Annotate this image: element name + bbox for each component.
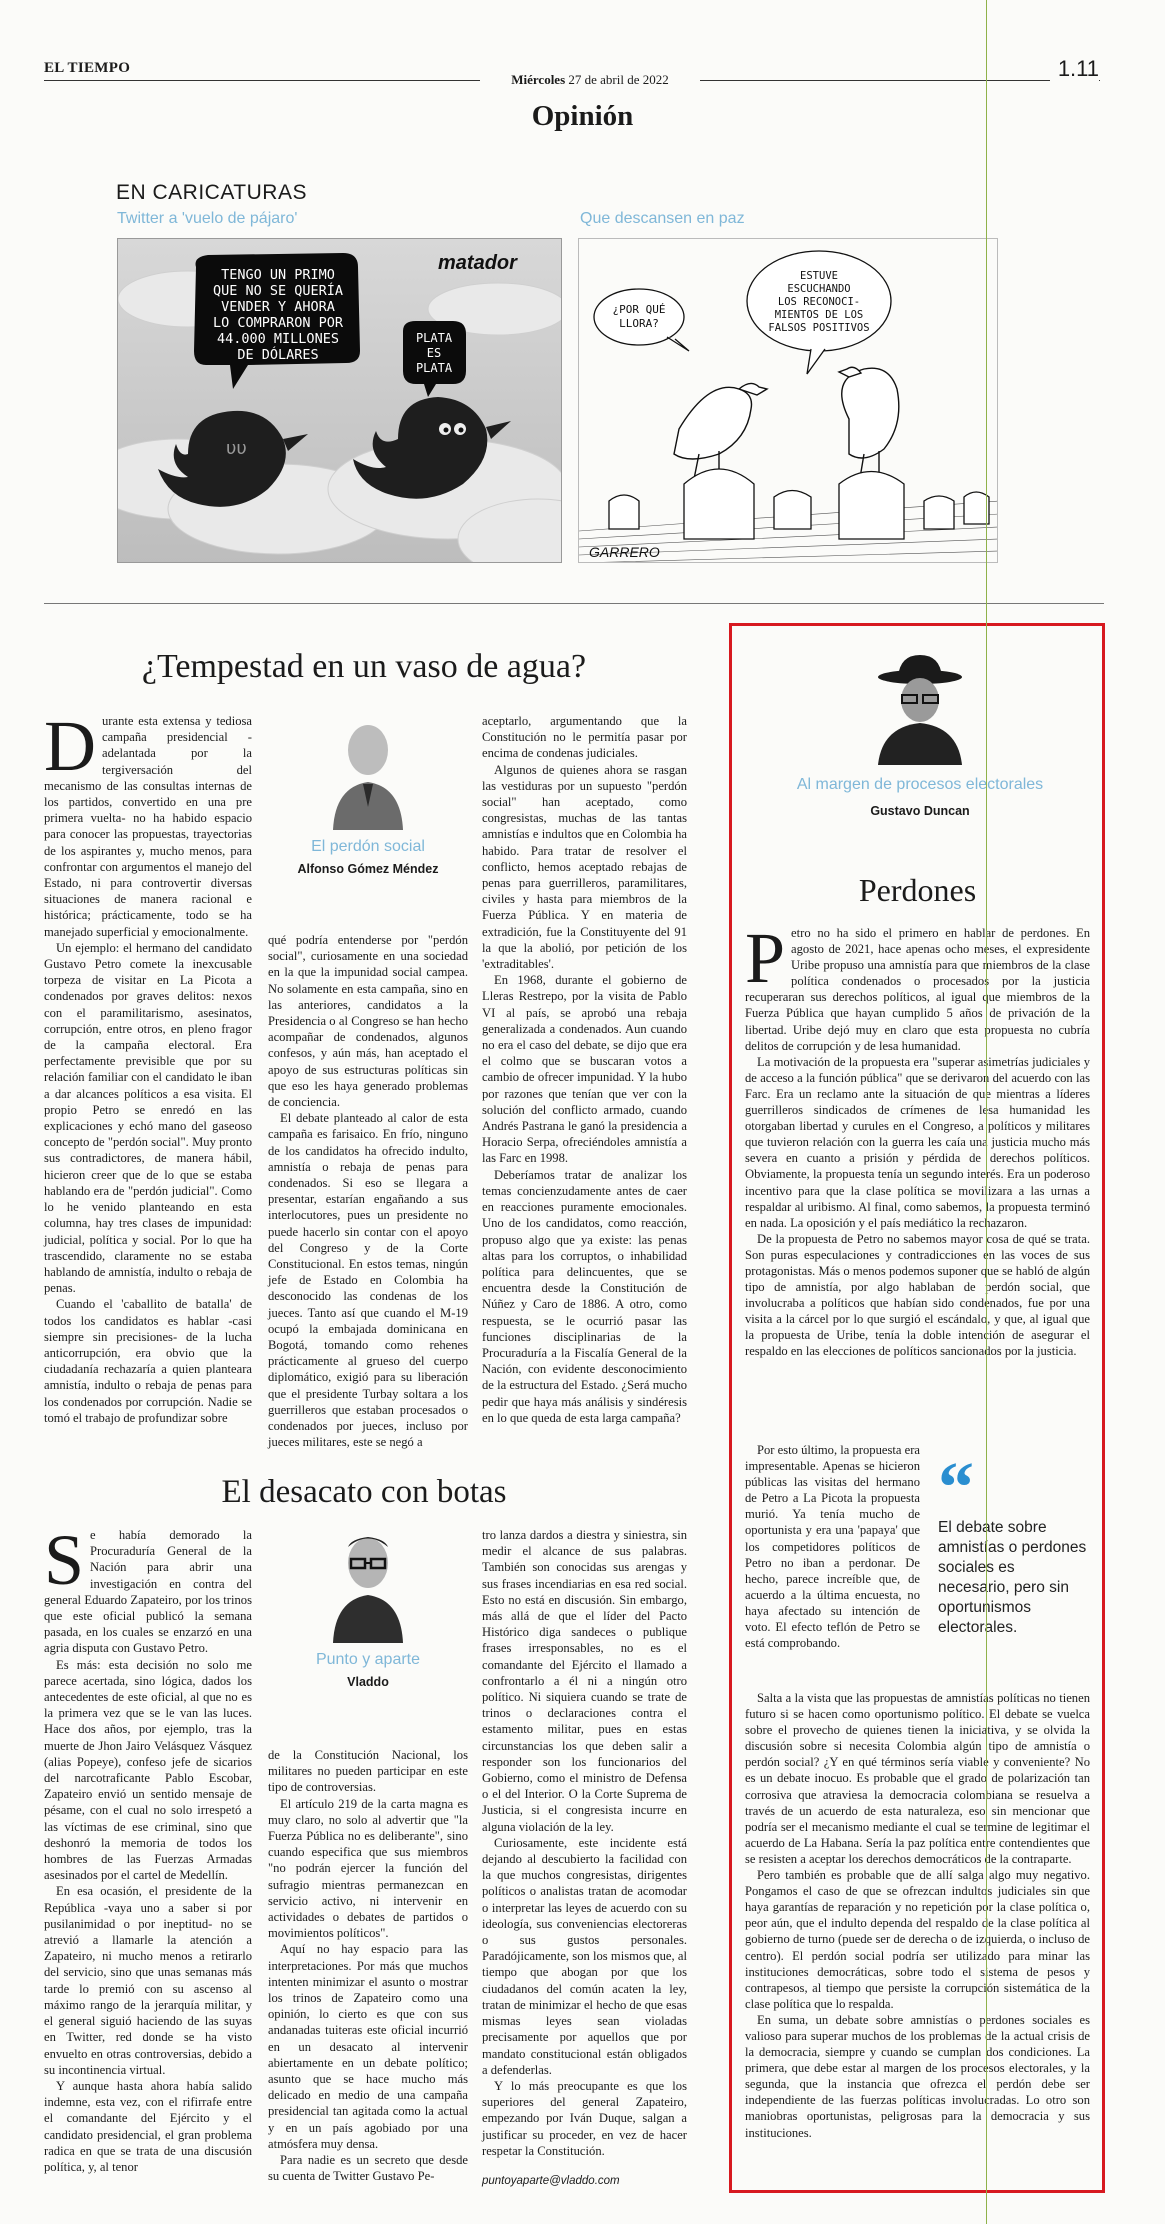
article-3-paragraph: Pero también es probable que de allí salga algo muy negativo. Pongamos el caso de que se ofrezcan indultos judiciales sin que haya garantías de reparación y no repetición por la clase política o, peor aún, que el indulto dependa del respaldo de la clase política al gobierno de turno (puede ser de derecha o de izquierda, o incluso de centro). El perdón social podría ser utilizado para minar las instituciones democráticas, sobre todo el sistema de pesos y contrapesos, al tiempo que persiste la corrupción sistemática de la clase política que lo respalda. [745,1868,1090,2011]
cartoonist-signature-matador: matador [438,252,517,274]
article-2-paragraph: Aquí no hay espacio para las interpretaciones. Por más que muchos intenten minimizar el asunto o mostrar los trinos de Zapateiro como una opinión, lo cierto es que con sus andanadas tuiteras este oficial incurrió en un desacato al intervenir abiertamente en un debate político; asunto que se hace mucho más delicado en medio de una campaña presidencial tan agitada como la actual y en un país agobiado por una atmósfera muy densa. [268,1942,468,2151]
article-2-column-3 [482,1527,687,2189]
section-divider [44,603,1104,604]
article-3-paragraph: Por esto último, la propuesta era impresentable. Apenas se hicieron públicas las visitas del hermano de Petro a La Picota la propuesta murió. Ya tenía mucho de oportunista y era una 'papaya' que los competidores políticos de Petro no iban a perdonar. De hecho, parece increíble que, de acuerdo a la última encuesta, no haya afectado su intención de voto. El efecto teflón de Petro se está comprobando. [745,1443,920,1651]
article-1-paragraph: Un ejemplo: el hermano del candidato Gustavo Petro comete la inexcusable torpeza de visitar en La Picota a condenados por graves delitos: nexos con el paramilitarismo, asesinatos, corrupción, entre otros, en pleno fragor de la campaña electoral. Era perfectamente previsible que por su relación familiar con el candidato le iban a dar alcances políticos a esa visita. El propio Petro se enredó en las explicaciones y echó mano del gaseoso concepto de "perdón social". Muy pronto sus contradictores, de manera hábil, hicieron creer que de lo que se estaba hablando era de "perdón judicial". Como lo he venido planteando en esta columna, hay tres clases de impunidad: judicial, política y social. Por lo que ha trascendido, claramente no se estaba hablando de amnistía, indulto o rebaja de penas. [44,940,252,1296]
cartoonist-signature-garrero: GARRERO [589,544,660,560]
article-1-paragraph: En 1968, durante el gobierno de Lleras Restrepo, por la visita de Pablo VI al país, se aprobó una rebaja generalizada a condenados. Aun cuando no era el caso del debate, se dijo que era el colmo que se buscaran votos a cambio de ofrecer impunidad. Y la hubo por razones que tenían que ver con la solución del conflicto armado, cuando Andrés Pastrana le ganó la presidencia a Horacio Serpa, ofreciéndoles amnistía a las Farc en 1998. [482,973,687,1166]
section-title: Opinión [531,100,634,132]
author-portrait-gomez [323,712,413,830]
article-1-column-3 [482,713,687,1426]
bubble-right-2-line-2: ESCUCHANDO [787,283,851,295]
author-email-link[interactable]: puntoyaparte@vladdo.com [482,2174,620,2187]
cartoon-right-subtitle: Que descansen en paz [580,210,745,227]
article-2-paragraph: e había demorado la Procuraduría General de la Nación para abrir una investigación en contra del general Eduardo Zapateiro, por los trinos que este oficial publicó la semana pasada, en los cuales se enzarzó en una agria disputa con Gustavo Petro. [44,1528,252,1656]
bubble-right-2-line-3: LOS RECONOCI- [777,296,861,308]
bubble-left-1-line-4: LO COMPRARON POR [212,315,344,331]
article-1-column-name: El perdón social [311,838,425,855]
article-2-author: Vladdo [347,1675,389,1689]
author-portrait-vladdo [323,1525,413,1643]
article-2-headline: El desacato con botas [221,1474,507,1510]
article-3-headline: Perdones [858,872,977,908]
bubble-right-1-line-2: LLORA? [619,317,659,330]
bubble-right-2-line-1: ESTUVE [800,270,838,282]
article-1-author: Alfonso Gómez Méndez [297,862,439,876]
bubble-right-1-line-1: ¿POR QUÉ [612,303,666,316]
issue-date [480,72,700,88]
article-1-dropcap: D [44,706,96,786]
article-1-column-2 [268,932,468,1451]
bubble-left-1-line-3: VENDER Y AHORA [221,299,335,315]
cartoon-right [578,238,998,563]
article-1-byline [268,712,468,876]
article-2-paragraph: de la Constitución Nacional, los militares no pueden participar en este tipo de controversias. [268,1748,468,1795]
article-1-paragraph: qué podría entenderse por "perdón social", curiosamente en una sociedad en la que la impunidad social campea. No solamente en esta campaña, sino en las anteriores, candidatos a la Presidencia o al Congreso se han hecho acompañar de condenados, algunos confesos, y aún más, han aceptado el apoyo de sus estructuras políticas sin que eso les haya generado problemas de conciencia. [268,933,468,1110]
issue-weekday: Miércoles [511,72,566,87]
pull-quote [938,1447,1088,1638]
cartoon-left [117,238,562,563]
article-3-main-column [745,918,1090,1360]
bubble-left-1-line-5: 44.000 MILLONES [217,331,339,347]
article-1-paragraph: urante esta extensa y tediosa campaña presidencial -adelantada por la tergiversación del mecanismo de las consultas internas de los partidos, convertido en una pre primera vuelta- no ha habido espacio para conocer las propuestas, trayectorias de los aspirantes y, mucho menos, para confrontar con argumentos el manejo del Estado, ni para controvertir diversas situaciones de manera racional e histórica; prácticamente, todo se ha manejado superficial y emocionalmente. [44,714,252,939]
article-3-column-name: Al margen de procesos electorales [796,776,1044,793]
article-3-author: Gustavo Duncan [870,804,970,818]
bubble-right-2-line-5: FALSOS POSITIVOS [768,322,870,334]
author-portrait-duncan [870,655,970,765]
article-1-paragraph: Algunos de quienes ahora se rasgan las vestiduras por un supuesto "perdón social" han aceptado, como congresistas, muchas de las tantas amnistías e indultos que en Colombia ha habido. Para tratar de resolver el conflicto, hemos aceptado rebajas de penas para guerrilleros, paramilitares, civiles y hasta para miembros de la Fuerza Pública. Y en materia de extradición, fue la Constituyente del 91 la que la abolió, por petición de los 'extraditables'. [482,762,687,972]
bubble-left-1-line-6: DE DÓLARES [237,347,319,363]
pull-quote-text: El debate sobre amnistías o perdones sociales es necesario, pero sin oportunismos electorales. [938,1519,1087,1636]
article-1-paragraph: Deberíamos tratar de analizar los temas concienzudamente antes de caer en reacciones puramente emocionales. Uno de los candidatos, como reacción, propuso algo que ya existe: las penas altas para los corruptos, o inhabilidad política para delincuentes, que se encuentra desde la Constitución de Núñez y Caro de 1886. A otro, como respuesta, se le ocurrió pasar las funciones disciplinarias de la Procuraduría a la Fiscalía General de la Nación, con evidente desconocimiento de la estructura del Estado. ¿Será mucho pedir que haya más análisis y sindéresis en lo que queda de esta larga campaña? [482,1167,687,1425]
article-1-column-1 [44,706,252,1426]
cartoons-title: EN CARICATURAS [116,181,307,204]
article-2-paragraph: Curiosamente, este incidente está dejando al descubierto la facilidad con la que muchos congresistas, dirigentes políticos o analistas tratan de acomodar o interpretar las leyes de acuerdo con su ideología, sus conveniencias electoreras o sus gustos personales. Paradójicamente, son los mismos que, al tiempo que abogan por que los ciudadanos del común acaten la ley, tratan de minimizar el hecho de que esas mismas leyes sean violadas precisamente por aquellos que por mandato constitucional están obligados a defenderlas. [482,1835,687,2077]
article-2-paragraph: tro lanza dardos a diestra y siniestra, sin medir el alcance de sus palabras. También son conocidas sus arengas y sus frases incendiarias en esa red social. Esto no está en discusión. Sin embargo, más allá de que el líder del Pacto Histórico diga sandeces o publique frases irresponsables, no es el comandante del Ejército el llamado a confrontarlo a él ni a ningún otro político. Ni siquiera cuando se trate de trinos o declaraciones contra el estamento militar, pues en estas circunstancias los que deben salir a responder son los funcionarios del Gobierno, como el ministro de Defensa o el del Interior. O la Corte Suprema de Justicia, si el congresista incurre en alguna violación de la ley. [482,1528,687,1834]
article-3-paragraph: De la propuesta de Petro no sabemos mayor cosa de qué se trata. Son puras especulaciones y contradicciones en las voces de sus protagonistas. Más o menos podemos suponer que se habló de algún tipo de amnistía, por algo hablaban de perdón social, que involucraba a políticos que habían sido condenados, fue por una visita a la cárcel por lo que surgió el escándalo, y que, al igual que la propuesta de Uribe, tenía la doble intención de asegurar el respaldo en las elecciones de políticos sancionados por la justicia. [745,1231,1090,1359]
article-3-narrow-column [745,1442,920,1651]
article-3-paragraph: En suma, un debate sobre amnistías o perdones sociales es valioso para superar muchos de los problemas de la actual crisis de la democracia, siempre y cuando se cumplan dos condiciones. La primera, que debe estar al margen de los procesos electorales, y la segunda, que la instancia que ofrezca el perdón debe ser independiente de las fuerzas políticas involucradas. Lo otro son maniobras oportunistas, peligrosas para la democracia y sus instituciones. [745,2012,1090,2140]
issue-date-text: 27 de abril de 2022 [568,72,669,87]
article-3-tail-column [745,1690,1090,2141]
article-2-column-2 [268,1747,468,2184]
article-2-dropcap: S [44,1520,85,1600]
bubble-left-2-line-3: PLATA [415,361,453,375]
newspaper-logo: EL TIEMPO [44,60,131,76]
bubble-left-2-line-2: ES [426,346,442,360]
article-3-paragraph: Salta a la vista que las propuestas de amnistías políticas no tienen futuro si se hacen como oportunismo político. El debate se vuelca sobre el provecho de quienes tienen la iniciativa, y se olvida la discusión sobre si necesita Colombia algún tipo de amnistía o perdón social? ¿Y en qué términos sería viable y conveniente? No es un debate inocuo. Es probable que el grado de polarización tan corrosiva que atraviesa la democracia colombiana se resuelva a través de un acuerdo de esta naturaleza, eso sin mencionar que podría ser el mecanismo mediante el cual se termine de legitimar el acuerdo de La Habana. Sería la paz política entre contendientes que se resisten a aceptar los derechos democráticos de la contraparte. [745,1691,1090,1866]
article-2-byline [268,1525,468,1689]
article-3-paragraph: etro no ha sido el primero en hablar de perdones. En agosto de 2021, hace apenas ocho meses, el expresidente Uribe propuso una amnistía para que miembros de la clase política condenados o procesados por la justicia recuperaran sus derechos políticos, al igual que miembros de la Fuerza Pública que hayan cumplido 5 años de privación de la libertad. Uribe dejó muy en claro que esta propuesta no cubría delitos de corrupción y de lesa humanidad. [745,926,1090,1053]
page-number: 1.11 [1050,56,1099,82]
scan-margin-line [986,0,987,2224]
bubble-left-2-line-1: PLATA [415,331,453,345]
article-2-paragraph: Para nadie es un secreto que desde su cuenta de Twitter Gustavo Pe- [268,2153,468,2184]
article-1-paragraph: aceptarlo, argumentando que la Constitución no le permitía pasar por encima de condenas judiciales. [482,714,687,761]
cartoon-left-subtitle: Twitter a 'vuelo de pájaro' [117,210,298,227]
article-3-paragraph: La motivación de la propuesta era "superar asimetrías judiciales y de acceso a la función pública" que se derivaron del acuerdo con las Farc. Era un reclamo ante la situación de que mientras a líderes guerrilleros sindicados de crímenes de lesa humanidad les otorgaban libertad y curules en el Congreso, a políticos y militares que tuvieron relación con la guerra les caía una justicia mucho más severa en cuanto a prisión y pérdida de derechos políticos. Obviamente, la propuesta tenía un segundo interés. Era un poderoso incentivo para que la clase política se movilizara a las urnas a respaldar al uribismo. Al final, como sabemos, la propuesta terminó en nada. La oposición y el país mediático la rechazaron. [745,1054,1090,1230]
article-2-column-name: Punto y aparte [315,1651,421,1668]
quote-mark-icon: “ [938,1447,974,1527]
article-1-paragraph: El debate planteado al calor de esta campaña es farisaico. En frío, ninguno de los candidatos ha ofrecido indulto, amnistía o rebaja de penas para condenados. Si eso se llegara a presentar, estarían engañando a sus interlocutores, pues un presidente no puede hacerlo sin contar con el apoyo del Congreso y de la Corte Constitucional. En estos temas, ningún jefe de Estado en Colombia ha desconocido las condenas de los jueces. Tanto así que cuando el M-19 ocupó la embajada dominicana en Bogotá, tomando como rehenes prácticamente al grueso del cuerpo diplomático, exigió para su liberación que el presidente Turbay soltara a los guerrilleros que estaban procesados o condenados por jueces, incluso por jueces militares, este se negó a [268,1111,468,1450]
article-1-headline: ¿Tempestad en un vaso de agua? [141,648,587,685]
svg-text:υυ: υυ [226,438,247,459]
article-2-paragraph: El artículo 219 de la carta magna es muy claro, no solo al advertir que "la Fuerza Pública no es deliberante", sino cuando especifica que sus miembros "no podrán ejercer la función del sufragio mientras permanezcan en servicio activo, ni intervenir en actividades o debates de partidos o movimientos políticos". [268,1796,468,1941]
bubble-left-1-line-2: QUE NO SE QUERÍA [212,283,344,299]
article-2-paragraph: En esa ocasión, el presidente de la República -vaya uno a saber si por pusilanimidad o por ineptitud- no se atrevió a llamarle la atención a Zapateiro, ni mucho menos a retirarlo del servicio, sino que unas semanas más tarde lo premió con su ascenso al máximo rango de la jerarquía militar, y el general siguió haciendo de las suyas en Twitter, red donde se ha visto envuelto en otras controversias, debido a su incontinencia virtual. [44,1884,252,2077]
article-2-paragraph: Y lo más preocupante es que los superiores del general Zapateiro, empezando por Iván Duque, salgan a justificar su proceder, en vez de hacer respetar la Constitución. [482,2078,687,2158]
article-3-dropcap: P [745,918,786,998]
bubble-left-1-line-1: TENGO UN PRIMO [221,267,335,283]
article-2-paragraph: Es más: esta decisión no solo me parece acertada, sino lógica, dados los antecedentes de este oficial, al que no es la primera vez que se le van las luces. Hace dos años, por ejemplo, tras la muerte de Jhon Jairo Velásquez Vásquez (alias Popeye), confeso jefe de sicarios del narcotraficante Pablo Escobar, Zapateiro envió un sentido mensaje de pésame, con el cual no solo irrespetó a las víctimas de ese criminal, sino que deshonró la memoria de todos los hombres de las Fuerzas Armadas asesinados por el cartel de Medellín. [44,1657,252,1883]
bubble-right-2-line-4: MIENTOS DE LOS [774,309,864,321]
article-3-byline [760,655,1080,818]
article-1-paragraph: Cuando el 'caballito de batalla' de todos los candidatos es hablar -casi siempre sin precisiones- de la lucha anticorrupción, era obvio que la ciudadanía rechazaría a quien planteara amnistía, indulto o rebaja de penas para los condenados por corrupción. Nadie se tomó el trabajo de profundizar sobre [44,1297,252,1425]
article-2-column-1 [44,1520,252,2175]
article-2-paragraph: Y aunque hasta ahora había salido indemne, esta vez, con el rifirrafe entre el comandante del Ejército y el candidato presidencial, el gran problema radica en que se trata de una discusión política, y, al tenor [44,2078,252,2174]
